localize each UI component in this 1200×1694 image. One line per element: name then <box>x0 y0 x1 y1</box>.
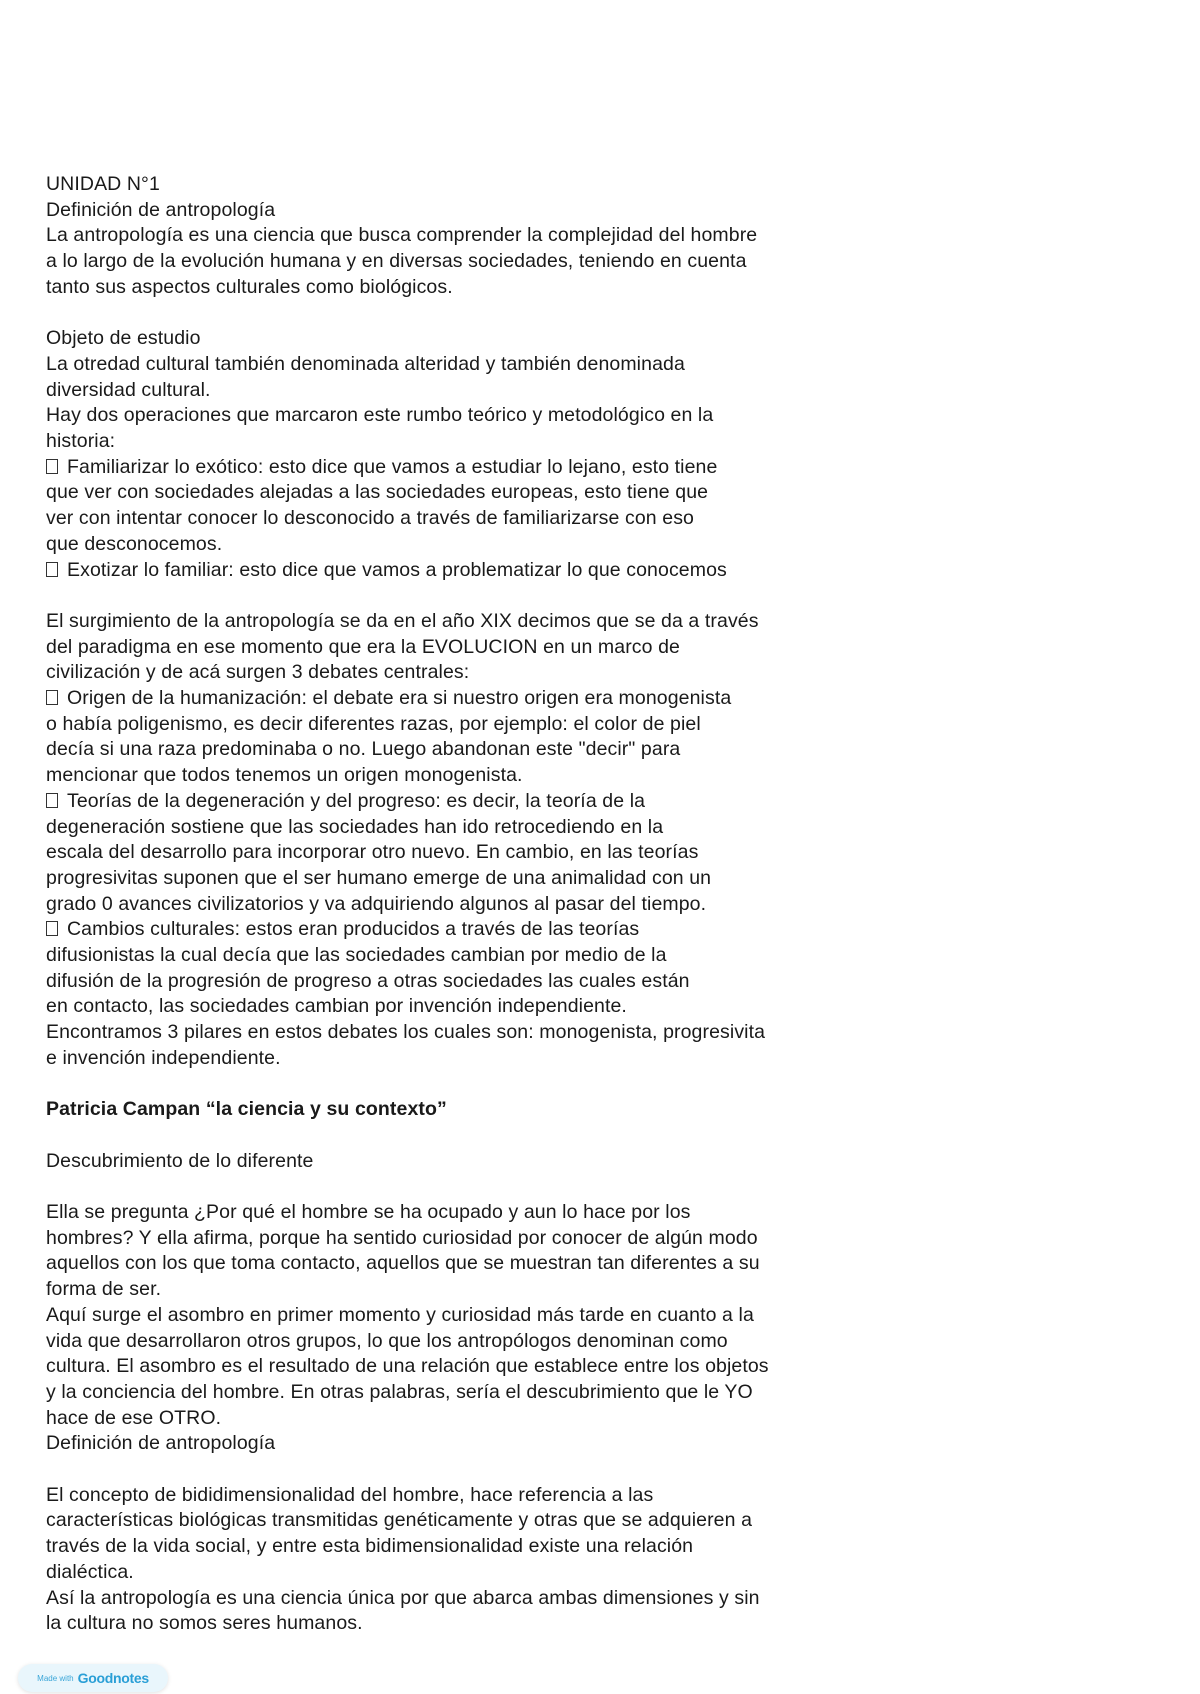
text-line: difusión de la progresión de progreso a otras sociedades las cuales están <box>46 969 690 992</box>
bullet-line <box>46 455 926 481</box>
blank-line <box>46 301 926 327</box>
text-line: decía si una raza predominaba o no. Luego abandonan este "decir" para <box>46 738 681 761</box>
text-line: Así la antropología es una ciencia única por que abarca ambas dimensiones y sin <box>46 1586 760 1609</box>
text-line: Aquí surge el asombro en primer momento y curiosidad más tarde en cuanto a la <box>46 1303 754 1326</box>
bullet-text: Exotizar lo familiar: esto dice que vamos a problematizar lo que conocemos <box>67 558 727 581</box>
text-line: Encontramos 3 pilares en estos debates los cuales son: monogenista, progresivita <box>46 1021 766 1044</box>
text-line: hace de ese OTRO. <box>46 1406 222 1429</box>
text-line: mencionar que todos tenemos un origen monogenista. <box>46 764 523 787</box>
text-line: forma de ser. <box>46 1278 162 1301</box>
text-line: vida que desarrollaron otros grupos, lo que los antropólogos denominan como <box>46 1329 728 1352</box>
bullet-line <box>46 686 926 712</box>
text-line: Ella se pregunta ¿Por qué el hombre se ha ocupado y aun lo hace por los <box>46 1201 691 1224</box>
text-line: ver con intentar conocer lo desconocido a través de familiarizarse con eso <box>46 507 694 530</box>
blank-line <box>46 1457 926 1483</box>
text-line: Definición de antropología <box>46 198 276 221</box>
blank-line <box>46 1123 926 1149</box>
text-line: dialéctica. <box>46 1560 134 1583</box>
text-line: Objeto de estudio <box>46 327 201 350</box>
badge-prefix: Made with <box>37 1673 74 1683</box>
text-line: grado 0 avances civilizatorios y va adquiriendo algunos al pasar del tiempo. <box>46 892 707 915</box>
section-heading: Patricia Campan “la ciencia y su contexto” <box>46 1098 447 1121</box>
text-line: La antropología es una ciencia que busca comprender la complejidad del hombre <box>46 224 758 247</box>
text-line: difusionistas la cual decía que las sociedades cambian por medio de la <box>46 944 667 967</box>
text-line: cultura. El asombro es el resultado de una relación que establece entre los objetos <box>46 1355 769 1378</box>
text-line: degeneración sostiene que las sociedades han ido retrocediendo en la <box>46 815 664 838</box>
text-line: aquellos con los que toma contacto, aquellos que se muestran tan diferentes a su <box>46 1252 760 1275</box>
text-line: Descubrimiento de lo diferente <box>46 1149 314 1172</box>
text-line: El surgimiento de la antropología se da en el año XIX decimos que se da a través <box>46 609 759 632</box>
text-line: o había poligenismo, es decir diferentes razas, por ejemplo: el color de piel <box>46 712 701 735</box>
bullet-box-icon <box>46 459 58 474</box>
text-line: civilización y de acá surgen 3 debates centrales: <box>46 661 470 684</box>
text-line: hombres? Y ella afirma, porque ha sentido curiosidad por conocer de algún modo <box>46 1226 758 1249</box>
bullet-text: Cambios culturales: estos eran producidos a través de las teorías <box>67 918 640 941</box>
text-line: e invención independiente. <box>46 1046 281 1069</box>
text-line: La otredad cultural también denominada alteridad y también denominada <box>46 352 685 375</box>
text-line: Definición de antropología <box>46 1432 276 1455</box>
text-line: progresivitas suponen que el ser humano emerge de una animalidad con un <box>46 866 712 889</box>
goodnotes-logo-text: Goodnotes <box>77 1670 149 1686</box>
bullet-box-icon <box>46 921 58 936</box>
blank-line <box>46 1174 926 1200</box>
text-line: características biológicas transmitidas genéticamente y otras que se adquieren a <box>46 1509 753 1532</box>
blank-line <box>46 1072 926 1098</box>
bullet-line <box>46 558 926 584</box>
text-line: escala del desarrollo para incorporar otro nuevo. En cambio, en las teorías <box>46 841 699 864</box>
text-line: en contacto, las sociedades cambian por invención independiente. <box>46 995 627 1018</box>
text-line: historia: <box>46 430 116 453</box>
bullet-box-icon <box>46 793 58 808</box>
bullet-text: Teorías de la degeneración y del progreso: es decir, la teoría de la <box>67 789 646 812</box>
text-line: través de la vida social, y entre esta bidimensionalidad existe una relación <box>46 1535 694 1558</box>
document-body <box>46 172 926 1637</box>
made-with-goodnotes-badge[interactable] <box>18 1664 168 1692</box>
text-line: que desconocemos. <box>46 532 223 555</box>
text-line: diversidad cultural. <box>46 378 211 401</box>
bullet-box-icon <box>46 562 58 577</box>
bullet-text: Familiarizar lo exótico: esto dice que vamos a estudiar lo lejano, esto tiene <box>67 455 718 478</box>
blank-line <box>46 583 926 609</box>
text-line: y la conciencia del hombre. En otras palabras, sería el descubrimiento que le YO <box>46 1380 753 1403</box>
bullet-line <box>46 917 926 943</box>
bullet-text: Origen de la humanización: el debate era si nuestro origen era monogenista <box>67 687 732 710</box>
text-line: Hay dos operaciones que marcaron este rumbo teórico y metodológico en la <box>46 404 714 427</box>
text-line: El concepto de bididimensionalidad del hombre, hace referencia a las <box>46 1483 654 1506</box>
text-line: que ver con sociedades alejadas a las sociedades europeas, esto tiene que <box>46 481 709 504</box>
text-line: del paradigma en ese momento que era la EVOLUCION en un marco de <box>46 635 680 658</box>
text-line: tanto sus aspectos culturales como biológicos. <box>46 275 453 298</box>
text-line: UNIDAD N°1 <box>46 173 160 195</box>
bullet-box-icon <box>46 690 58 705</box>
text-line: a lo largo de la evolución humana y en diversas sociedades, teniendo en cuenta <box>46 250 747 273</box>
text-line: la cultura no somos seres humanos. <box>46 1612 363 1635</box>
bullet-line <box>46 789 926 815</box>
